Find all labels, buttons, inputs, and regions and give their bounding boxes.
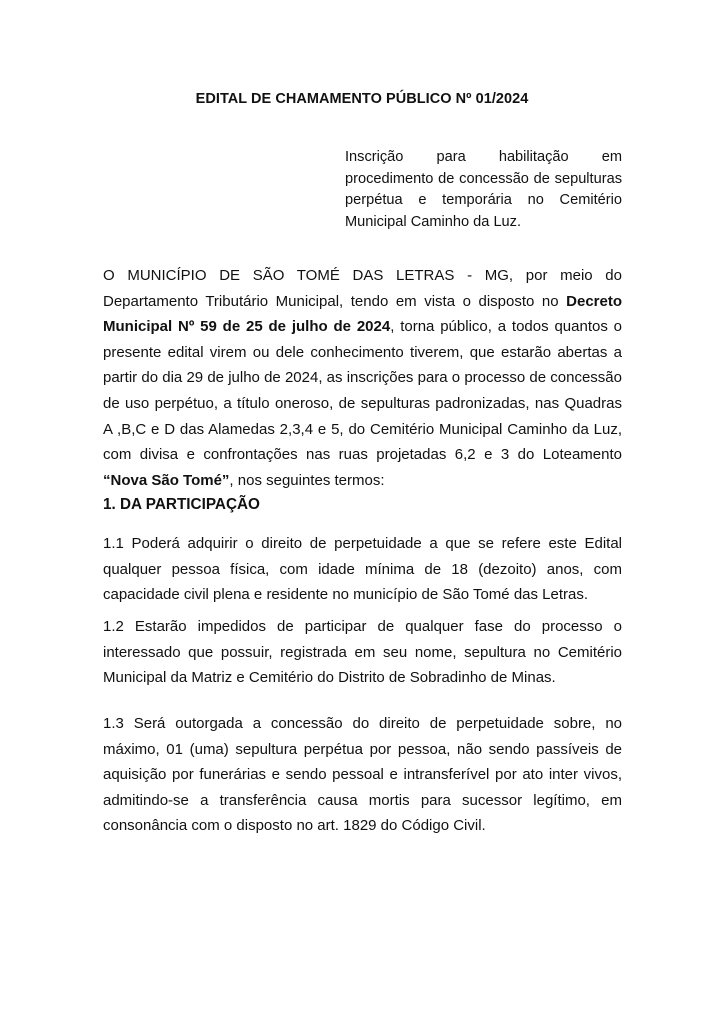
- intro-text-1: O MUNICÍPIO DE SÃO TOMÉ DAS LETRAS - MG, por meio do Departamento Tributário Municipal, tendo em vista o disposto no: [103, 267, 622, 310]
- intro-text-2: , torna público, a todos quantos o presente edital virem ou dele conhecimento tiverem, que estarão abertas a partir do dia 29 de julho de 2024, as inscrições para o processo de concessão de uso perpétuo, a título oneroso, de sepulturas padronizadas, nas Quadras A ,B,C e D das Alamedas 2,3,4 e 5, do Cemitério Municipal Caminho da Luz, com divisa e confrontações nas ruas projetadas 6,2 e 3 do Loteamento: [103, 318, 622, 464]
- intro-paragraph: [103, 263, 622, 493]
- decree-reference: Decreto Municipal Nº 59 de 25 de julho de 2024: [103, 292, 622, 336]
- document-title: EDITAL DE CHAMAMENTO PÚBLICO Nº 01/2024: [195, 91, 529, 107]
- intro-text-3: , nos seguintes termos:: [229, 471, 385, 489]
- document-subject: Inscrição para habilitação em procedimento de concessão de sepulturas perpétua e temporária no Cemitério Municipal Caminho da Luz.: [345, 149, 622, 230]
- subdivision-name: “Nova São Tomé”: [103, 471, 230, 489]
- clause-1-3: 1.3 Será outorgada a concessão do direito de perpetuidade sobre, no máximo, 01 (uma) sepultura perpétua por pessoa, não sendo passíveis de aquisição por funerárias e sendo pessoal e intransferível por ato inter vivos, admitindo-se a transferência causa mortis para sucessor legítimo, em consonância com o disposto no art. 1829 do Código Civil.: [103, 715, 622, 835]
- clause-1-1: 1.1 Poderá adquirir o direito de perpetuidade a que se refere este Edital qualquer pessoa física, com idade mínima de 18 (dezoito) anos, com capacidade civil plena e residente no município de São Tomé das Letras.: [103, 535, 622, 604]
- clause-1-2: 1.2 Estarão impedidos de participar de qualquer fase do processo o interessado que possuir, registrada em seu nome, sepultura no Cemitério Municipal da Matriz e Cemitério do Distrito de Sobradinho de Minas.: [103, 618, 622, 687]
- section-heading: 1. DA PARTICIPAÇÃO: [103, 496, 260, 513]
